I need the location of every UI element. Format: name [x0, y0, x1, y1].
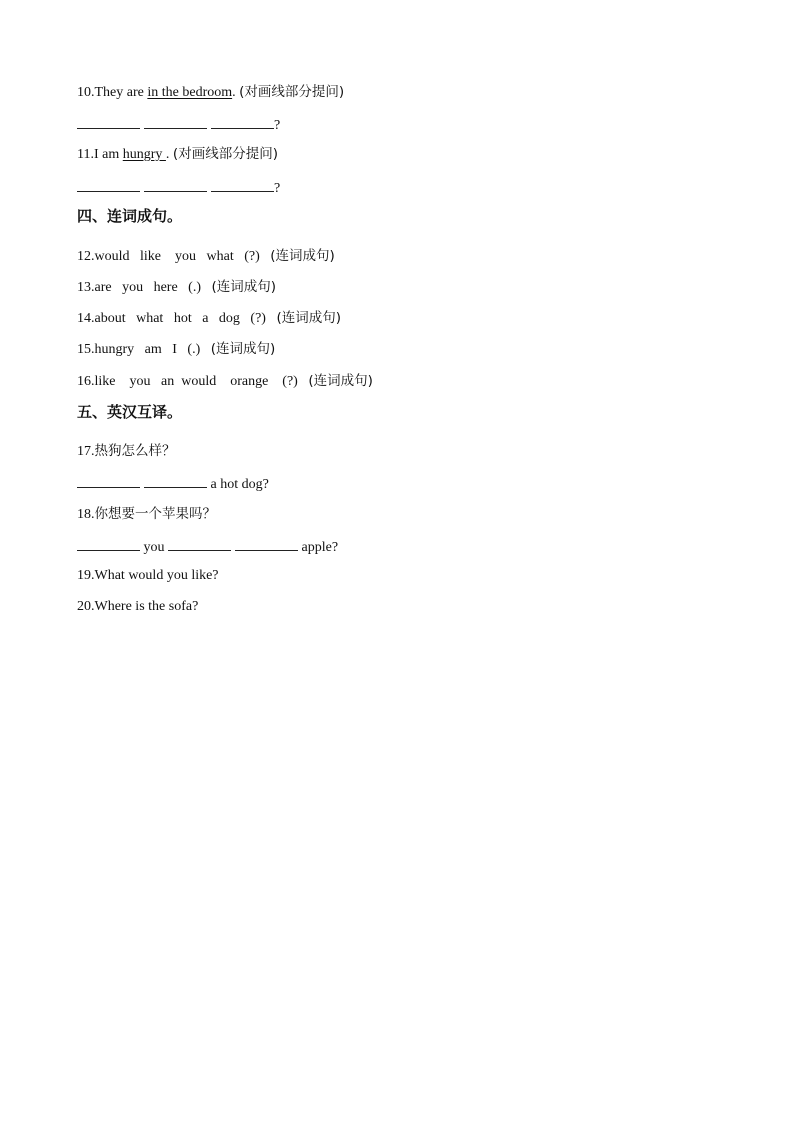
answer-blank[interactable]: [144, 473, 207, 488]
answer-text: a hot dog?: [207, 477, 269, 492]
answer-text: you: [140, 540, 168, 555]
question-text: .: [165, 147, 173, 162]
question-text: 15.hungry am I (.): [77, 342, 211, 357]
section-heading-5: 五、英汉互译。: [77, 403, 183, 421]
question-text: 16.like you an would orange (?): [77, 374, 309, 389]
question-text: They are: [94, 85, 148, 100]
answer-blank[interactable]: [144, 177, 207, 192]
answer-blank[interactable]: [211, 114, 274, 129]
answer-blank[interactable]: [77, 536, 140, 551]
question-20: 20.Where is the sofa?: [77, 599, 199, 614]
answer-line-11: [77, 177, 280, 198]
question-16: [77, 372, 373, 391]
question-text: 12.would like you what (?): [77, 249, 271, 264]
question-15: [77, 340, 275, 359]
answer-blank[interactable]: [77, 114, 140, 129]
answer-blank[interactable]: [235, 536, 298, 551]
answer-blank[interactable]: [77, 177, 140, 192]
answer-line-17: [77, 473, 269, 494]
question-18: [77, 505, 216, 524]
question-number: 10.: [77, 85, 95, 100]
question-mark: ?: [274, 118, 281, 133]
answer-blank[interactable]: [77, 473, 140, 488]
question-13: [77, 278, 276, 297]
question-12: [77, 247, 335, 266]
question-10: [77, 83, 344, 102]
answer-line-10: [77, 114, 280, 135]
instruction: (连词成句): [210, 341, 276, 357]
underlined-phrase: in the bedroom: [147, 85, 233, 100]
instruction: (连词成句): [308, 373, 373, 389]
question-number: 11.: [77, 147, 94, 162]
question-text: .: [232, 85, 240, 100]
instruction: (连词成句): [276, 310, 342, 326]
question-11: [77, 145, 278, 164]
question-text: 13.are you here (.): [77, 280, 212, 295]
question-text: 14.about what hot a dog (?): [77, 311, 277, 326]
answer-blank[interactable]: [144, 114, 207, 129]
answer-blank[interactable]: [168, 536, 231, 551]
instruction: (对画线部分提问): [172, 146, 278, 162]
answer-text: apple?: [298, 540, 339, 555]
question-number: 17.: [77, 444, 95, 459]
instruction: (连词成句): [270, 248, 335, 264]
question-prompt: 你想要一个苹果吗？: [94, 506, 216, 522]
instruction: (对画线部分提问): [239, 84, 345, 100]
answer-blank[interactable]: [211, 177, 274, 192]
question-number: 18.: [77, 507, 95, 522]
question-text: I am: [93, 147, 123, 162]
section-heading-4: 四、连词成句。: [77, 207, 183, 225]
question-19: 19.What would you like?: [77, 568, 219, 583]
answer-line-18: [77, 536, 338, 557]
instruction: (连词成句): [211, 279, 277, 295]
question-14: [77, 309, 341, 328]
underlined-phrase: hungry: [122, 147, 166, 162]
question-prompt: 热狗怎么样？: [94, 443, 176, 459]
question-17: [77, 442, 176, 461]
question-mark: ?: [274, 181, 281, 196]
